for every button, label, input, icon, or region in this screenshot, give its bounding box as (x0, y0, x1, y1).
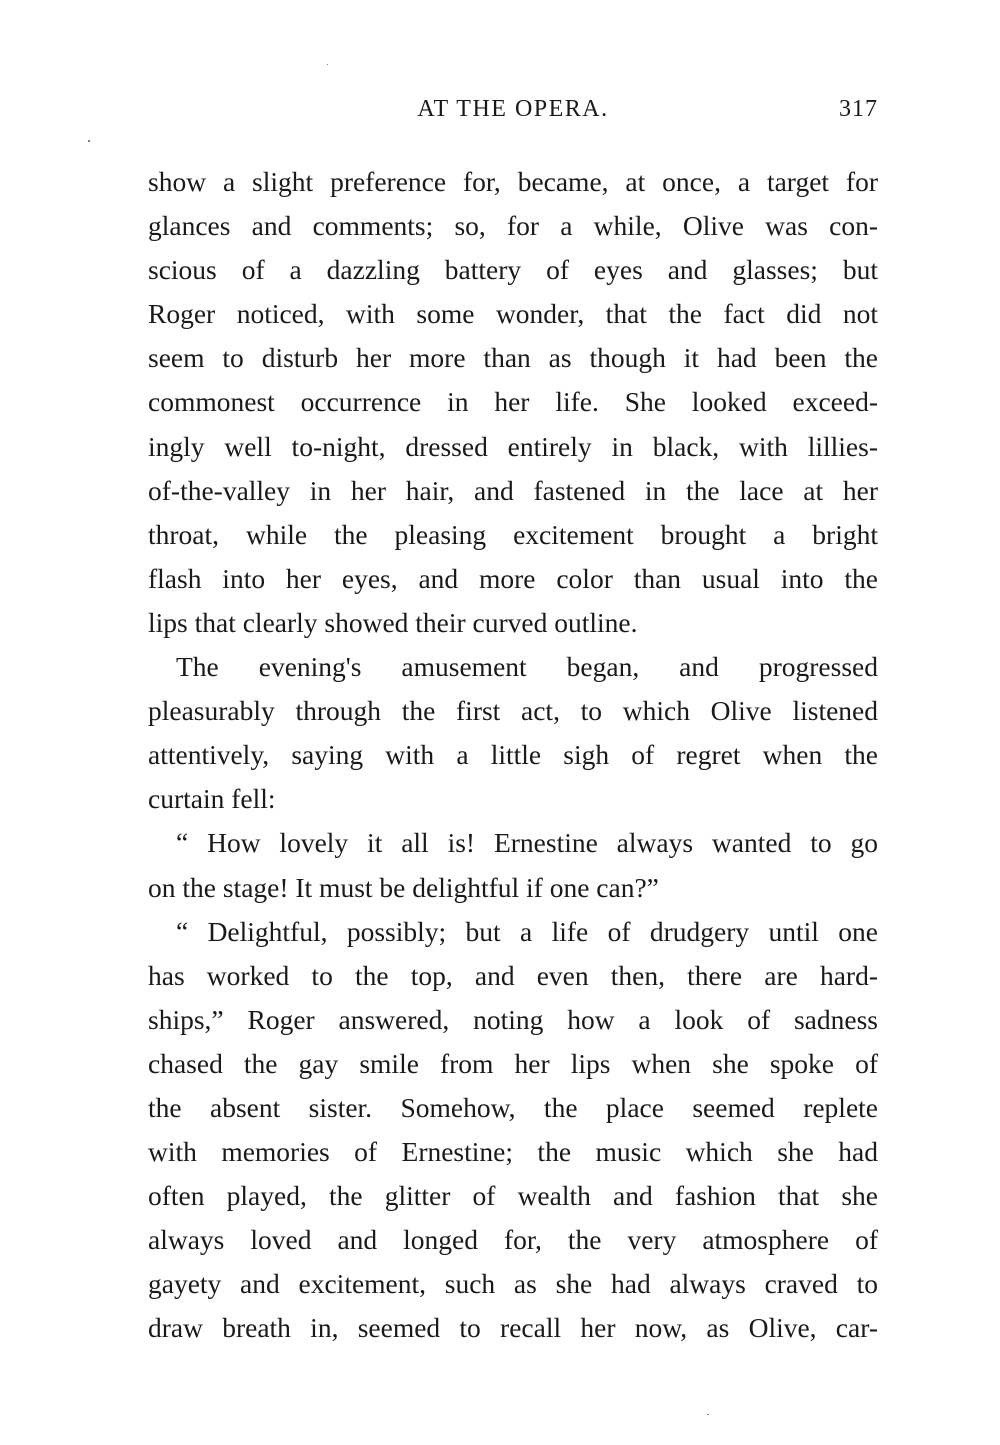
page-header (148, 96, 878, 132)
text-line: ingly well to-night, dressed entirely in black, with lillies- (148, 430, 878, 462)
text-line: often played, the glitter of wealth and fashion that she (148, 1180, 878, 1212)
text-line: gayety and excitement, such as she had always craved to (148, 1268, 878, 1300)
text-line: on the stage! It must be delightful if one can?” (148, 871, 659, 903)
text-line: pleasurably through the first act, to which Olive listened (148, 695, 878, 727)
text-line: the absent sister. Somehow, the place seemed replete (148, 1091, 878, 1123)
scan-speck (327, 64, 328, 65)
text-line: draw breath in, seemed to recall her now, as Olive, car- (148, 1312, 878, 1344)
scan-speck (88, 140, 90, 142)
text-line: ships,” Roger answered, noting how a look of sadness (148, 1003, 878, 1035)
text-line: The evening's amusement began, and progressed (176, 651, 878, 683)
text-line: seem to disturb her more than as though it had been the (148, 342, 878, 374)
text-line: lips that clearly showed their curved outline. (148, 606, 638, 638)
text-line: throat, while the pleasing excitement brought a bright (148, 518, 878, 550)
text-line: chased the gay smile from her lips when she spoke of (148, 1047, 878, 1079)
text-line: curtain fell: (148, 783, 276, 815)
text-line: of-the-valley in her hair, and fastened in the lace at her (148, 474, 878, 506)
text-line: “ How lovely it all is! Ernestine always wanted to go (176, 827, 878, 859)
body-text (148, 160, 878, 1351)
text-line: scious of a dazzling battery of eyes and glasses; but (148, 254, 878, 286)
scan-speck (707, 1414, 709, 1415)
text-line: with memories of Ernestine; the music which she had (148, 1136, 878, 1168)
text-line: commonest occurrence in her life. She looked exceed- (148, 386, 878, 418)
text-line: Roger noticed, with some wonder, that the fact did not (148, 298, 878, 330)
text-line: attentively, saying with a little sigh of regret when the (148, 739, 878, 771)
text-line: “ Delightful, possibly; but a life of drudgery until one (176, 915, 878, 947)
page-number: 317 (839, 96, 878, 122)
text-line: show a slight preference for, became, at once, a target for (148, 166, 878, 197)
text-line: flash into her eyes, and more color than usual into the (148, 562, 878, 594)
running-title: AT THE OPERA. (417, 96, 609, 122)
text-line: always loved and longed for, the very atmosphere of (148, 1224, 878, 1256)
text-line: has worked to the top, and even then, there are hard- (148, 959, 878, 991)
text-line: glances and comments; so, for a while, Olive was con- (148, 210, 878, 242)
